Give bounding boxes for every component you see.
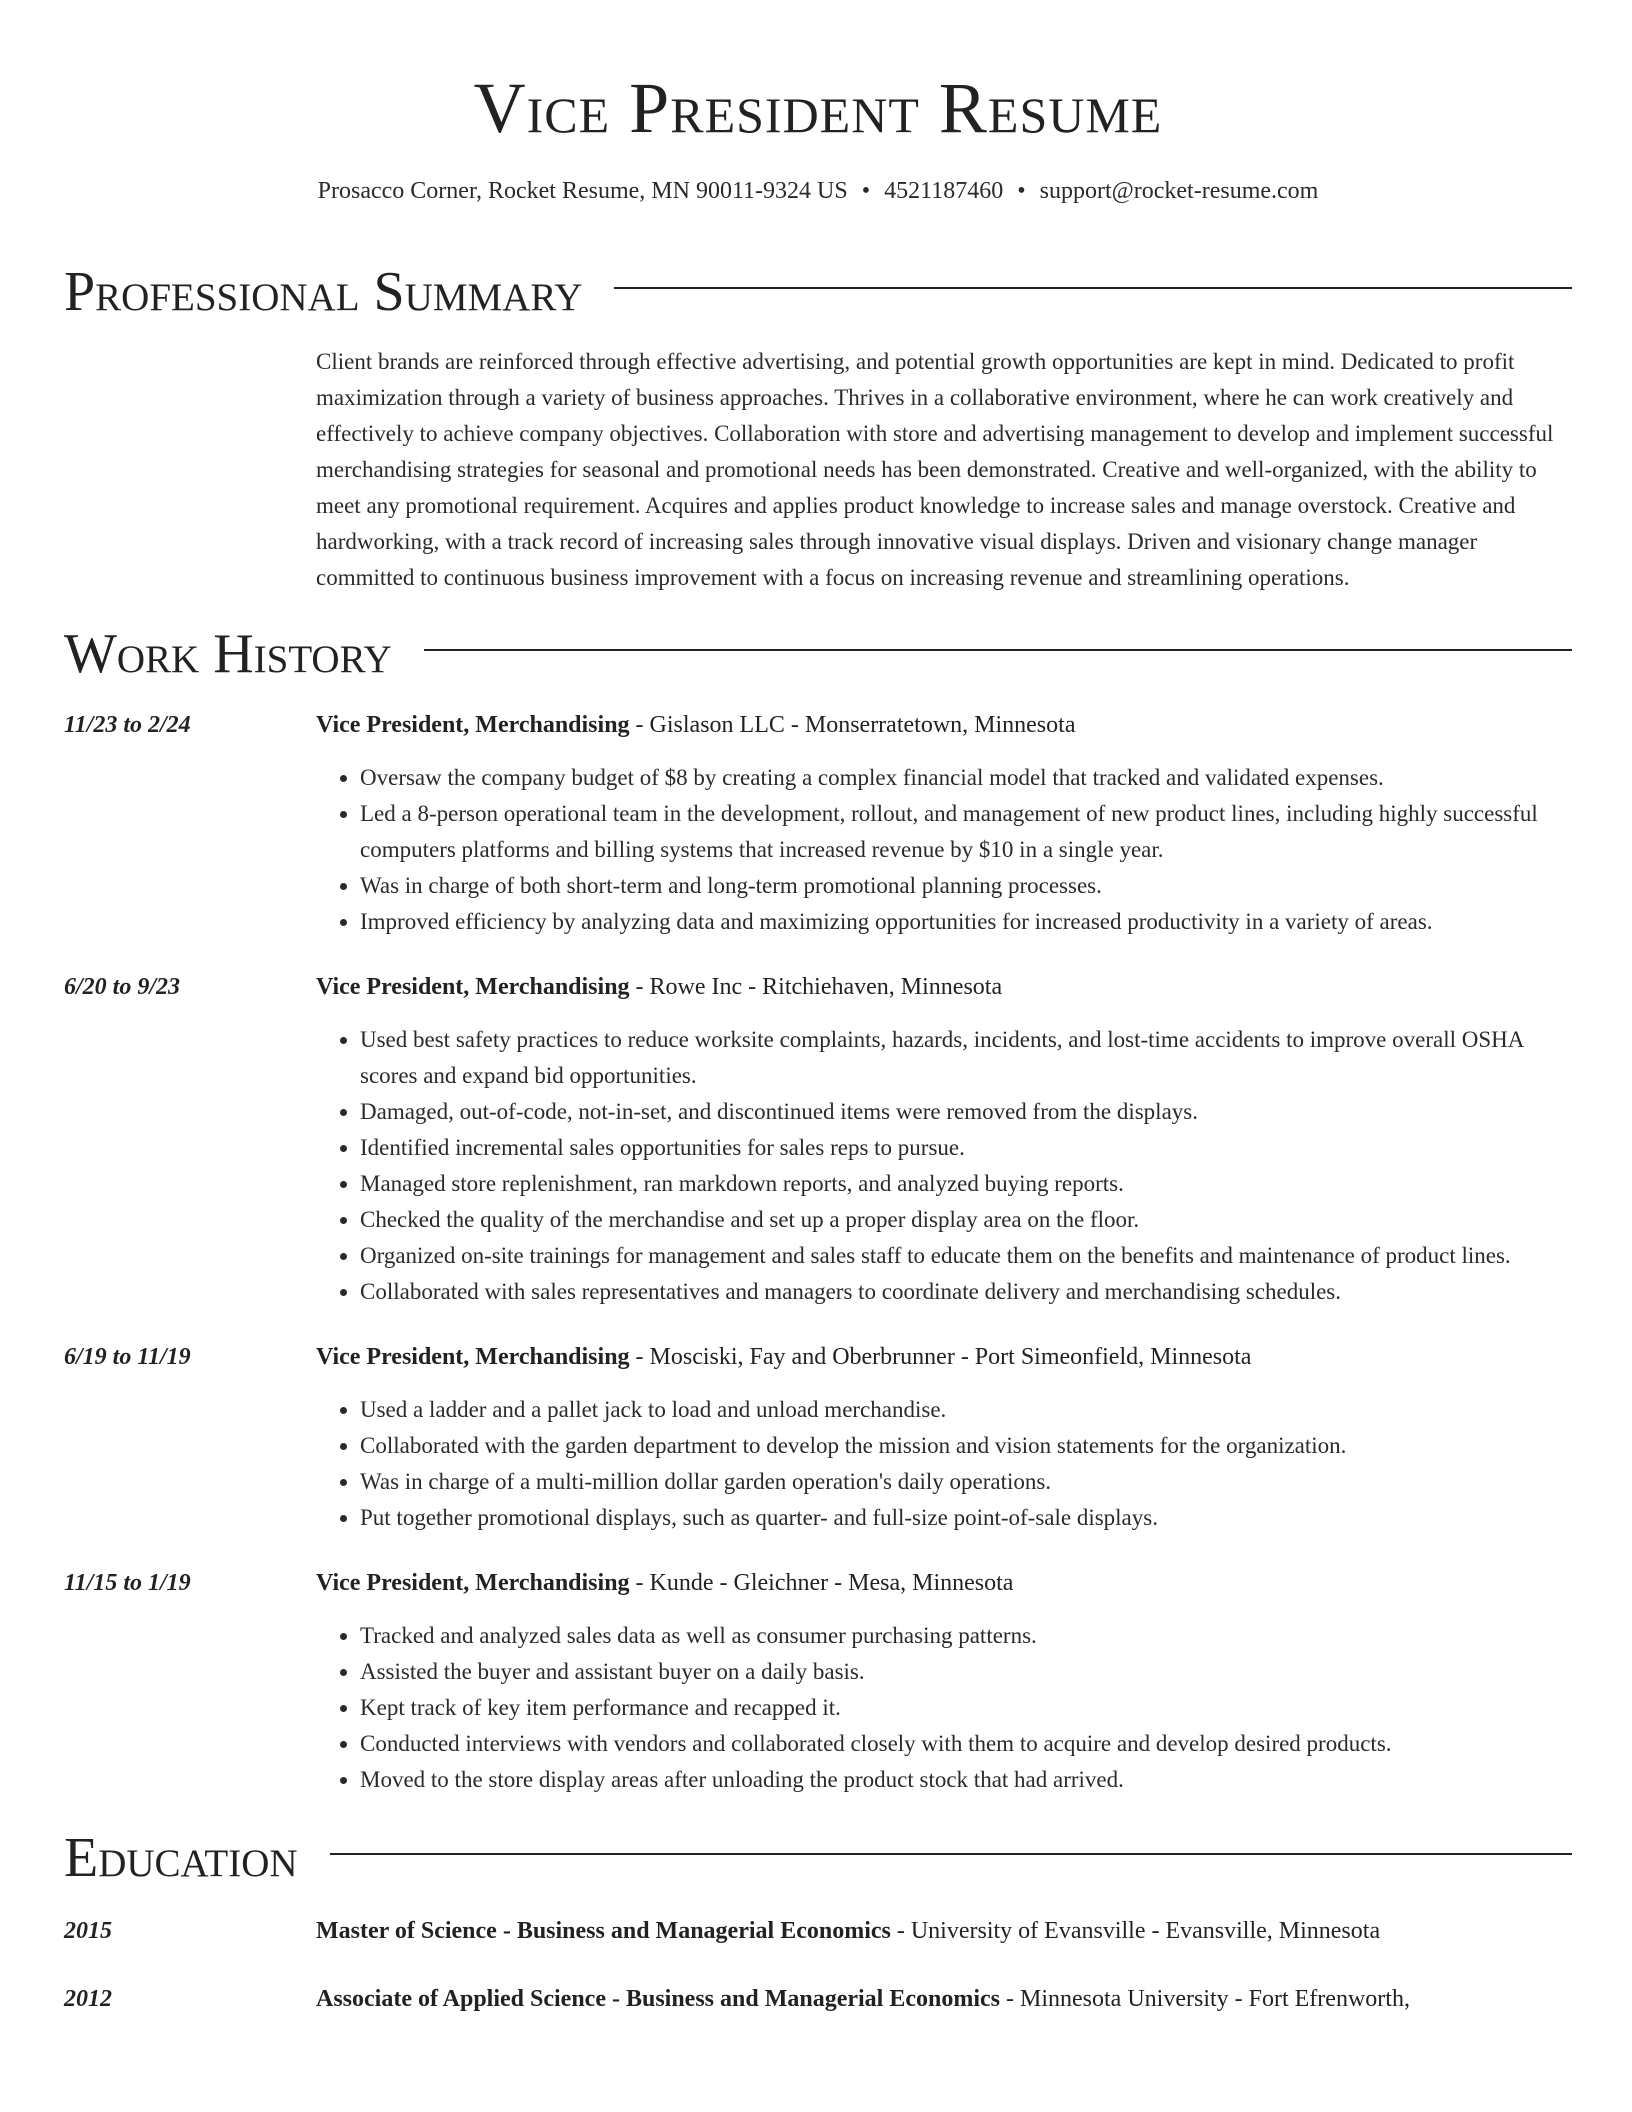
degree: Associate of Applied Science - Business and Managerial Economics <box>316 1986 1001 2012</box>
email: support@rocket-resume.com <box>1039 178 1319 204</box>
list-item: • Led a 8-person operational team in the development, rollout, and management of new product lines, including highly successful computers platforms and billing systems that increased revenue by $10 in a single year. <box>360 796 1572 868</box>
section-heading-summary <box>64 260 1572 324</box>
education-details: - University of Evansville - Evansville, Minnesota <box>890 1918 1381 1944</box>
job-list <box>64 708 1572 1798</box>
section-title: Education <box>64 1827 298 1889</box>
section-heading-work-history <box>64 622 1572 686</box>
job-title: Vice President, Merchandising <box>316 974 630 1000</box>
job-dates: 6/19 to 11/19 <box>64 1344 191 1370</box>
list-item: • Conducted interviews with vendors and collaborated closely with them to acquire and develop desired products. <box>360 1726 1572 1762</box>
job-title-line <box>316 1566 1572 1600</box>
list-item: • Identified incremental sales opportunities for sales reps to pursue. <box>360 1130 1572 1166</box>
job-title: Vice President, Merchandising <box>316 1570 630 1596</box>
list-item: • Managed store replenishment, ran markdown reports, and analyzed buying reports. <box>360 1166 1572 1202</box>
job-details: - Rowe Inc - Ritchiehaven, Minnesota <box>629 974 1003 1000</box>
section-title: Work History <box>64 623 392 685</box>
phone: 4521187460 <box>884 178 1004 204</box>
job-entry <box>64 1340 1572 1536</box>
list-item: • Oversaw the company budget of $8 by creating a complex financial model that tracked and validated expenses. <box>360 760 1572 796</box>
address: Prosacco Corner, Rocket Resume, MN 90011-9324 US <box>317 178 848 204</box>
job-entry <box>64 1566 1572 1798</box>
section-rule <box>330 1853 1572 1855</box>
job-title-line <box>316 708 1572 742</box>
job-bullets <box>316 760 1572 940</box>
section-rule <box>614 287 1572 289</box>
list-item: • Collaborated with sales representatives and managers to coordinate delivery and merchandising schedules. <box>360 1274 1572 1310</box>
job-bullets <box>316 1022 1572 1310</box>
job-body <box>316 1340 1572 1536</box>
list-item: • Organized on-site trainings for management and sales staff to educate them on the benefits and maintenance of product lines. <box>360 1238 1572 1274</box>
list-item: • Kept track of key item performance and recapped it. <box>360 1690 1572 1726</box>
job-dates: 6/20 to 9/23 <box>64 974 181 1000</box>
separator-dot: • <box>1017 178 1026 204</box>
list-item: • Put together promotional displays, such as quarter- and full-size point-of-sale displays. <box>360 1500 1572 1536</box>
education-line <box>316 1982 1410 2016</box>
job-details: - Kunde - Gleichner - Mesa, Minnesota <box>629 1570 1014 1596</box>
list-item: • Collaborated with the garden department to develop the mission and vision statements for the organization. <box>360 1428 1572 1464</box>
job-bullets <box>316 1618 1572 1798</box>
job-title-line <box>316 1340 1572 1374</box>
education-line <box>316 1914 1380 1948</box>
job-body <box>316 1566 1572 1798</box>
list-item: • Improved efficiency by analyzing data and maximizing opportunities for increased productivity in a variety of areas. <box>360 904 1572 940</box>
list-item: • Tracked and analyzed sales data as well as consumer purchasing patterns. <box>360 1618 1572 1654</box>
list-item: • Moved to the store display areas after unloading the product stock that had arrived. <box>360 1762 1572 1798</box>
job-entry <box>64 708 1572 940</box>
resume-page <box>64 0 1572 2016</box>
contact-line <box>64 174 1572 208</box>
list-item: • Used a ladder and a pallet jack to load and unload merchandise. <box>360 1392 1572 1428</box>
list-item: • Was in charge of both short-term and long-term promotional planning processes. <box>360 868 1572 904</box>
list-item: • Damaged, out-of-code, not-in-set, and discontinued items were removed from the displays. <box>360 1094 1572 1130</box>
degree: Master of Science - Business and Managerial Economics <box>316 1918 891 1944</box>
job-title: Vice President, Merchandising <box>316 1344 630 1370</box>
job-entry <box>64 970 1572 1310</box>
list-item: • Was in charge of a multi-million dollar garden operation's daily operations. <box>360 1464 1572 1500</box>
job-body <box>316 708 1572 940</box>
education-list <box>64 1914 1572 2016</box>
education-year: 2015 <box>64 1918 112 1944</box>
job-dates: 11/15 to 1/19 <box>64 1570 191 1596</box>
separator-dot: • <box>861 178 871 204</box>
job-title-line <box>316 970 1572 1004</box>
section-heading-education <box>64 1826 1572 1890</box>
list-item: • Assisted the buyer and assistant buyer on a daily basis. <box>360 1654 1572 1690</box>
education-entry <box>64 1914 1572 1948</box>
section-rule <box>424 649 1572 651</box>
education-details: - Minnesota University - Fort Efrenworth, <box>1000 1986 1410 2012</box>
education-entry <box>64 1982 1572 2016</box>
resume-title: Vice President Resume <box>473 68 1163 148</box>
job-details: - Gislason LLC - Monserratetown, Minnesota <box>629 712 1076 738</box>
list-item: • Checked the quality of the merchandise and set up a proper display area on the floor. <box>360 1202 1572 1238</box>
job-dates: 11/23 to 2/24 <box>64 712 191 738</box>
job-title: Vice President, Merchandising <box>316 712 630 738</box>
job-body <box>316 970 1572 1310</box>
summary-text: Client brands are reinforced through effective advertising, and potential growth opportunities are kept in mind. Dedicated to profit maximization through a variety of business approaches. Thrives in a collaborative environment, where he can work creatively and effectively to achieve company objectives. Collaboration with store and advertising management to develop and implement successful merchandising strategies for seasonal and promotional needs has been demonstrated. Creative and well-organized, with the ability to meet any promotional requirement. Acquires and applies product knowledge to increase sales and manage overstock. Creative and hardworking, with a track record of increasing sales through innovative visual displays. Driven and visionary change manager committed to continuous business improvement with a focus on increasing revenue and streamlining operations. <box>316 349 1554 590</box>
job-details: - Mosciski, Fay and Oberbrunner - Port Simeonfield, Minnesota <box>629 1344 1252 1370</box>
job-bullets <box>316 1392 1572 1536</box>
education-year: 2012 <box>64 1986 112 2012</box>
list-item: • Used best safety practices to reduce worksite complaints, hazards, incidents, and lost-time accidents to improve overall OSHA scores and expand bid opportunities. <box>360 1022 1572 1094</box>
section-title: Professional Summary <box>64 261 583 323</box>
